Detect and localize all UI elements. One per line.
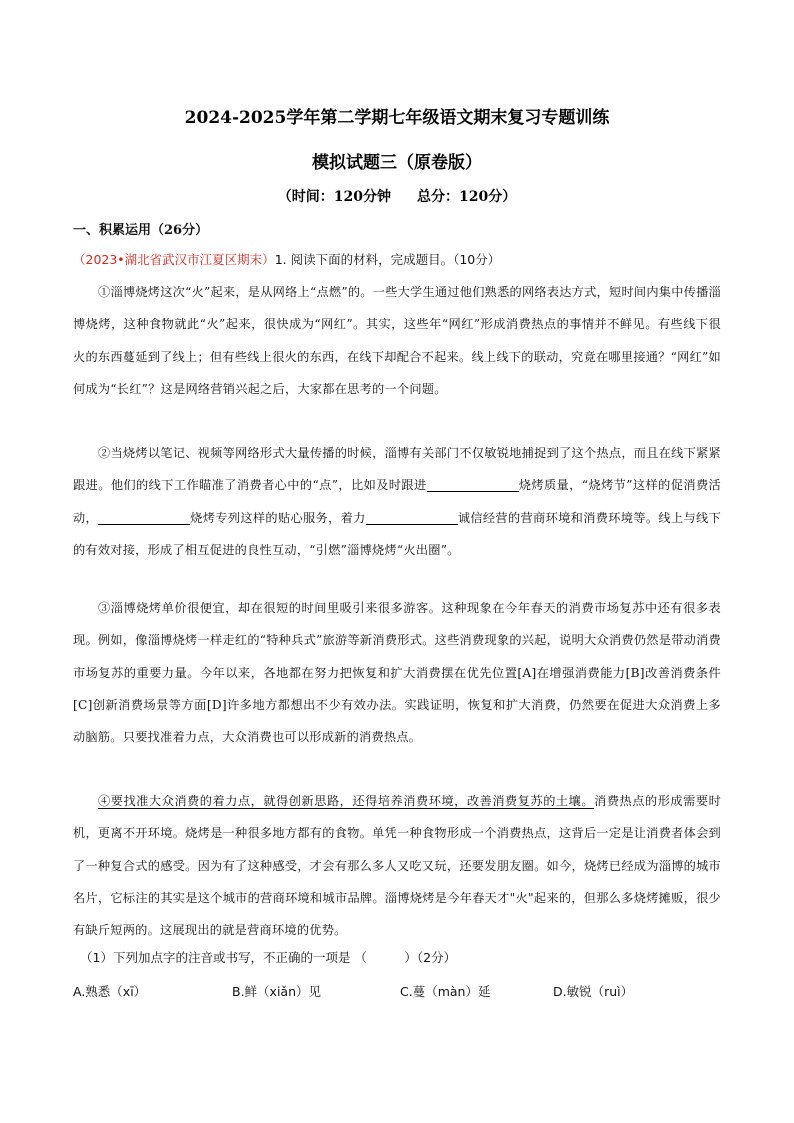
document-title: 2024-2025学年第二学期七年级语文期末复习专题训练 [184, 108, 610, 128]
paragraph-2-text-a: ②当烧烤以笔记、视频等网络形式大量传播的时候，淄博有关部门不仅敏锐地捕捉到了这个热点，而且在线下紧紧跟进。他们的线下工作瞄准了消费者心中的“点”，比如及时跟进 [73, 446, 721, 493]
question-1-stem: （1）下列加点字的注音或书写，不正确的一项是 （ ）（2分） [80, 950, 457, 965]
question-1-options [73, 982, 723, 1002]
section-heading: 一、积累运用（26分） [73, 223, 209, 238]
fill-blank-2[interactable] [98, 510, 190, 525]
fill-blank-3[interactable] [366, 510, 458, 525]
exam-info [0, 186, 794, 206]
score-label: 总分：120分） [417, 189, 517, 205]
passage-paragraph-2 [73, 437, 721, 566]
paragraph-2-text-c: 烧烤专列这样的贴心服务，着力 [190, 510, 366, 525]
option-c[interactable]: C.蔓（màn）延 [400, 984, 491, 999]
underlined-sentence: ④要找准大众消费的着力点，就得创新思路，还得培养消费环境，改善消费复苏的土壤。 [98, 794, 595, 808]
passage-paragraph-1: ①淄博烧烤这次“火”起来，是从网络上“点燃”的。一些大学生通过他们熟悉的网络表达方式，短时间内集中传播淄博烧烤，这种食物就此“火”起来，很快成为“网红”。其实，这些年“网红”形成消费热点的事情并不鲜见。有些线下很火的东西蔓延到了线上；但有些线上很火的东西，在线下却配合不起来。线上线下的联动，究竟在哪里接通？“网红”如何成为“长红”？这是网络营销兴起之后，大家都在思考的一个问题。 [73, 285, 721, 396]
paragraph-2-text-b: 烧烤质量，“烧烤节”这样的促消费活动， [73, 478, 721, 525]
question-intro: 1. 阅读下面的材料，完成题目。（10分） [274, 252, 501, 267]
document-subtitle: 模拟试题三（原卷版） [312, 153, 482, 173]
option-d[interactable]: D.敏锐（ruì） [553, 984, 634, 999]
time-label: （时间：120分钟 [277, 189, 391, 205]
passage-paragraph-3: ③淄博烧烤单价很便宜，却在很短的时间里吸引来很多游客。这种现象在今年春天的消费市场复苏中还有很多表现。例如，像淄博烧烤一样走红的“特种兵式”旅游等新消费形式。这些消费现象的兴起，说明大众消费仍然是带动消费市场复苏的重要力量。今年以来，各地都在努力把恢复和扩大消费摆在优先位置[A]在增强消费能力[B]改善消费条件[C]创新消费场景等方面[D]许多地方都想出不少有效办法。实践证明，恢复和扩大消费，仍然要在促进大众消费上多动脑筋。只要找准着力点，大众消费也可以形成新的消费热点。 [73, 601, 721, 745]
paragraph-2-text-d: 诚信经营的营商环境和消费环境等。线上与线下的有效对接，形成了相互促进的良性互动，“引燃”淄博烧烤“火出圈”。 [73, 510, 722, 557]
paragraph-4-rest: 消费热点的形成需要时机，更离不开环境。烧烤是一种很多地方都有的食物。单凭一种食物形成一个消费热点，这背后一定是让消费者体会到了一种复合式的感受。因为有了这种感受，才会有那么多人又吃又玩，还要发朋友圈。如今，烧烤已经成为淄博的城市名片，它标注的其实是这个城市的营商环境和城市品牌。淄博烧烤是今年春天才"火"起来的，但那么多烧烤摊贩，很少有缺斤短两的。这展现出的就是营商环境的优势。 [73, 794, 722, 938]
fill-blank-1[interactable] [427, 477, 519, 492]
passage-paragraph-4 [73, 785, 721, 946]
question-source-line [73, 250, 500, 268]
option-b[interactable]: B.鲜（xiǎn）见 [232, 984, 322, 999]
question-source: （2023•湖北省武汉市江夏区期末） [73, 252, 275, 267]
option-a[interactable]: A.熟悉（xī） [73, 984, 147, 999]
